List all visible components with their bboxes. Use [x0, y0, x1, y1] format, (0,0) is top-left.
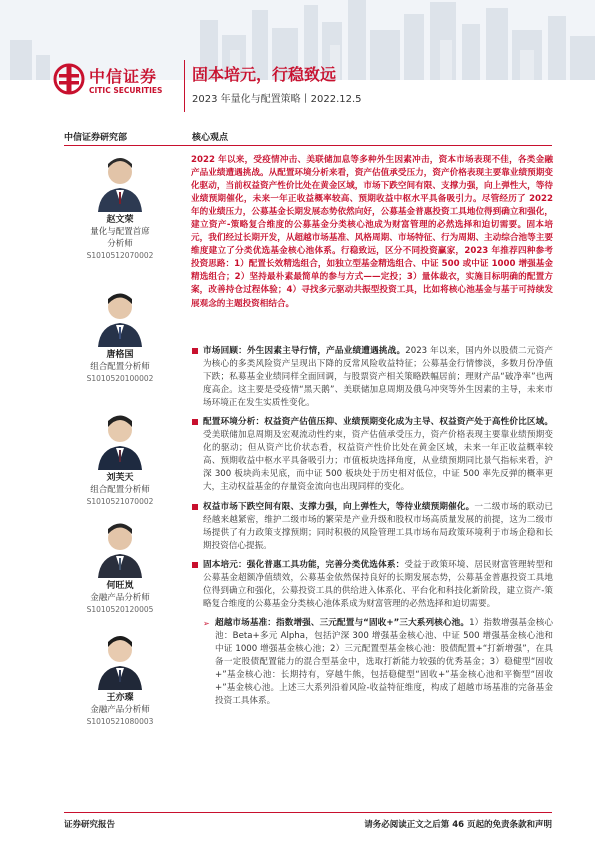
analyst-name: 刘芙天 [106, 473, 134, 483]
logo-text-en: CITIC SECURITIES [89, 86, 163, 95]
sub-paragraph [191, 617, 553, 708]
analyst-card [62, 628, 178, 727]
analyst-role: 量化与配置首席 [90, 227, 150, 237]
analyst-cert-number: S1010520100002 [86, 374, 154, 383]
analyst-name: 赵文荣 [106, 215, 134, 225]
analyst-card [62, 150, 178, 261]
avatar [92, 516, 148, 578]
avatar [92, 408, 148, 470]
paragraph-text: 2023 年以来，国内外以股债二元资产为核心的多类风险资产呈现出下降的反常风险收益特征；公募基金行情惨淡，多数月份净值下跌；私募基金业绩同样全面回调，与股票资产相关策略跌幅居前；理财产品“破净率”也两度高企。这主要是受疫情“黑天鹅”、美联储加息周期及俄乌冲突等外生因素的主导，未来市场环境正在发生实质性变化。 [203, 346, 553, 409]
analyst-cert-number: S1010520120005 [86, 605, 154, 614]
body-paragraph [191, 501, 553, 553]
body-paragraph [191, 559, 553, 611]
analyst-cert-number: S1010521080003 [86, 717, 154, 726]
core-summary: 2022 年以来，受疫情冲击、美联储加息等多种外生因素冲击，资本市场表现不佳，各类金融产品业绩遭遇挑战。从配置环境分析来看，资产估值承受压力，资产价格表现主要靠业绩预期变化驱动，当前权益资产性价比处在黄金区域，市场下跌空间有限、支撑力强，向上弹性大，等待业绩预期催化，未来一年正收益概率较高、预期收益中枢水平具备吸引力。尽管经历了 2022 年的业绩压力，公募基金长期发展态势依然向好，公募基金普惠投资工具地位得到确立和强化，建立资产-策略复合维度的公募基金分类核心池成为财富管理的必然选择和迫切需要。固本培元，我们经过长期开发，从超越市场基准、风格周期、市场特征、行为周期、主动综合池等主要维度建立了分类优选基金核心池体系。行稳致远，区分不同投资赢家，2023 年推荐四种参考投资思路：1）配置长效精选组合，如独立型基金精选组合、中证 500 或中证 1000 增强基金精选组合；2）坚持最朴素最简单的参与方式——定投；3）量体裁衣，实施目标明确的配置方案，改善持仓过程体验；4）寻找多元驱动共振型投资工具，比如将核心池基金与基于可持续发展观念的主题投资相结合。 [191, 155, 553, 309]
paragraph-lead: 市场回顾：外生因素主导行情，产品业绩遭遇挑战。 [203, 346, 406, 356]
research-dept-label: 中信证券研究部 [64, 133, 128, 143]
analyst-name: 何旺岚 [106, 581, 134, 591]
analyst-card [62, 285, 178, 384]
analyst-role-line2: 分析师 [107, 239, 133, 249]
square-bullet-icon [192, 419, 198, 425]
subpoint-text: 1）指数增强基金核心池：Beta+多元 Alpha，包括沪深 300 增强基金核心池、中证 500 增强基金核心池和中证 1000 增强基金核心池；2）三元配置型基金核心池：股债配置+“打新增强”，在具备一定股债配置能力的混合型基金中，选取打新能力较强的优秀基金；3）稳健型“固收+”基金核心池：长期持有，穿越牛熊，包括稳健型“固收+”基金核心池和平衡型“固收+”基金核心池。上述三大系列沿着风险-收益特征维度，构成了超越市场基准的完备基金投资工具体系。 [215, 617, 554, 707]
section-label-row [64, 128, 552, 146]
page-footer [64, 812, 552, 832]
citic-logo [53, 62, 181, 100]
core-views-label: 核心观点 [192, 133, 229, 143]
paragraph-text: 一二级市场的联动已经越来越紧密，维护二级市场的繁荣是产业升级和股权市场高质量发展的前提，这为二级市场提供了有力政策支撑预期；同时积极的风险管理工具市场布局政策环境利于市场企稳和长期投资信心提振。 [203, 501, 553, 551]
body-paragraph [191, 345, 553, 410]
paragraph-lead: 配置环境分析：权益资产估值压抑、业绩预期变化成为主导、权益资产处于高性价比区域。 [203, 417, 553, 428]
report-subtitle: 2023 年量化与配置策略丨2022.12.5 [192, 94, 362, 105]
paragraph-text: 受益于政策环境、居民财富管理转型和公募基金超额净值绩效，公募基金依然保持良好的长期发展态势，公募基金普惠投资工具地位得到确立和强化，公募投资工具的供给进入体系化、平台化和科技化新阶段，建立资产-策略复合维度的公募基金分类核心池体系成为财富管理的必然选择和迫切需要。 [203, 559, 553, 609]
analyst-role: 金融产品分析师 [90, 705, 150, 715]
footer-disclaimer: 请务必阅读正文之后第 46 页起的免责条款和声明 [364, 820, 552, 830]
body-paragraph [191, 416, 553, 494]
avatar [92, 285, 148, 347]
analyst-card [62, 408, 178, 507]
square-bullet-icon [192, 562, 198, 568]
analyst-role: 组合配置分析师 [90, 362, 150, 372]
avatar [92, 628, 148, 690]
analyst-role: 金融产品分析师 [90, 593, 150, 603]
analyst-name: 王亦璨 [106, 693, 134, 703]
analyst-card [62, 516, 178, 615]
arrow-bullet-icon: ➢ [203, 618, 210, 628]
paragraph-lead: 权益市场下跌空间有限、支撑力强，向上弹性大，等待业绩预期催化。 [203, 501, 475, 512]
report-title: 固本培元，行稳致远 [192, 65, 337, 84]
analyst-cert-number: S1010512070002 [86, 251, 154, 260]
citic-logo-icon [53, 62, 85, 96]
square-bullet-icon [192, 504, 198, 510]
logo-text-cn: 中信证券 [89, 67, 158, 86]
avatar [92, 150, 148, 212]
paragraph-text: 受美联储加息周期及宏观流动性约束，资产估值承受压力，资产价格表现主要靠业绩预期变化的驱动；但从资产比价状态看，权益资产性价比处在黄金区域，未来一年正收益概率较高、预期收益中枢水平具备吸引力；市值板块选择角度，从业绩预期同比景气指标来看，沪深 300 板块尚未见底，而中证 500 板块处于历史相对低位，中证 500 率先反弹的概率更大，主动权益基金的存量资金流向也出现同样的变化。 [203, 430, 553, 493]
analyst-cert-number: S1010521070002 [86, 497, 154, 506]
body-content [191, 345, 553, 708]
paragraph-lead: 固本培元：强化普惠工具功能，完善分类优选体系： [203, 559, 405, 570]
analyst-name: 唐格国 [106, 350, 134, 360]
report-header [0, 0, 595, 122]
analyst-role: 组合配置分析师 [90, 485, 150, 495]
subpoint-lead: 超越市场基准：指数增强、三元配置与“固收+”三大系列核心池。 [215, 617, 470, 628]
title-divider [184, 60, 185, 112]
footer-report-type: 证券研究报告 [64, 820, 116, 830]
square-bullet-icon [192, 348, 198, 354]
